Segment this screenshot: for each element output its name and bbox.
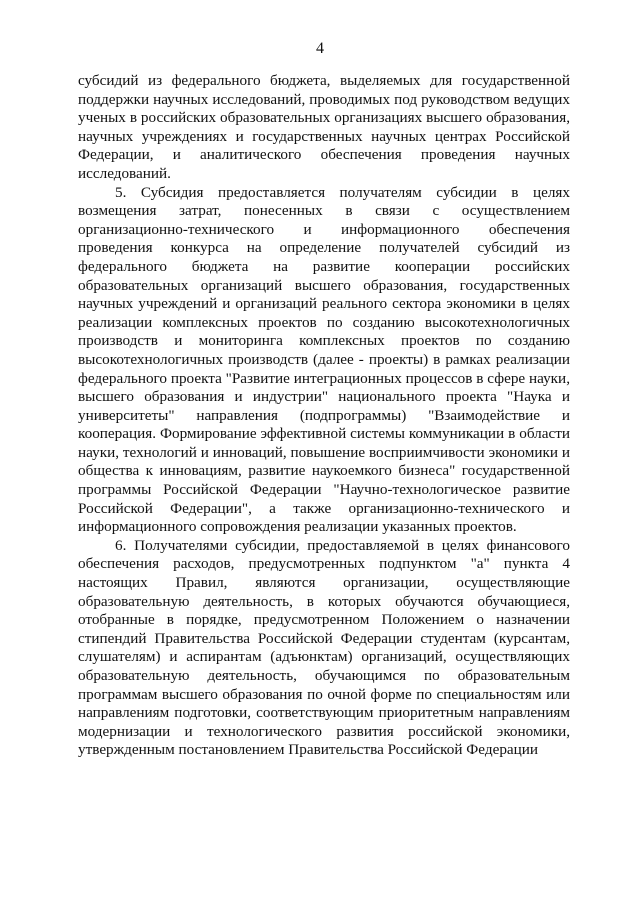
page-number: 4 <box>316 40 324 57</box>
paragraph-continuation: субсидий из федерального бюджета, выделяемых для государственной поддержки научных исследований, проводимых под руководством ведущих ученых в российских образовательных организациях высшего образования, научных учреждениях и государственных научных центрах Российской Федерации, и аналитического обеспечения проведения научных исследований. <box>78 72 570 182</box>
paragraph-item-5: 5. Субсидия предоставляется получателям субсидии в целях возмещения затрат, понесенных в связи с осуществлением организационно-технического и информационного обеспечения проведения конкурса на определение получателей субсидий из федерального бюджета на развитие кооперации российских образовательных организаций высшего образования, государственных научных учреждений и организаций реального сектора экономики в целях реализации комплексных проектов по созданию высокотехнологичных производств и мониторинга комплексных проектов по созданию высокотехнологичных производств (далее - проекты) в рамках реализации федерального проекта "Развитие интеграционных процессов в сфере науки, высшего образования и индустрии" национального проекта "Наука и университеты" направления (подпрограммы) "Взаимодействие и кооперация. Формирование эффективной системы коммуникации в области науки, технологий и инноваций, повышение восприимчивости экономики и общества к инновациям, развитие наукоемкого бизнеса" государственной программы Российской Федерации "Научно-технологическое развитие Российской Федерации", а также организационно-технического и информационного сопровождения реализации указанных проектов. <box>78 183 570 536</box>
paragraph-item-6: 6. Получателями субсидии, предоставляемой в целях финансового обеспечения расходов, предусмотренных подпунктом "а" пункта 4 настоящих Правил, являются организации, осуществляющие образовательную деятельность, в которых обучаются обучающиеся, отобранные в порядке, предусмотренном Положением о назначении стипендий Правительства Российской Федерации студентам (курсантам, слушателям) и аспирантам (адъюнктам) организаций, осуществляющих образовательную деятельность, обучающимся по образовательным программам высшего образования по очной форме по специальностям или направлениям подготовки, соответствующим приоритетным направлениям модернизации и технологического развития российской экономики, утвержденным постановлением Правительства Российской Федерации <box>78 536 570 759</box>
document-body <box>78 72 570 760</box>
